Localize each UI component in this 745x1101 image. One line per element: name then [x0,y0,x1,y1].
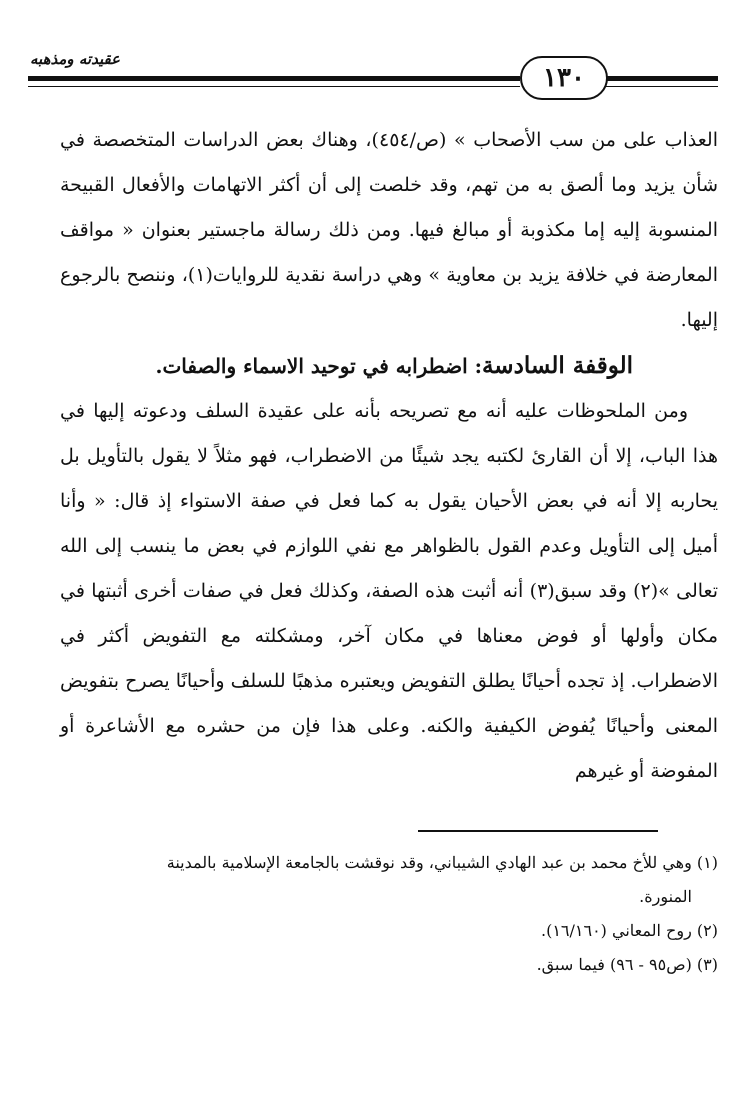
footnote-3: (٣) (ص٩٥ - ٩٦) فيما سبق. [536,955,718,974]
footnote-separator [418,830,658,832]
footnote-2: (٢) روح المعاني (١٦/١٦٠). [540,921,718,940]
running-header-title: عقيدته ومذهبه [30,50,121,68]
section-heading-main: الوقفة السادسة [481,352,633,379]
page-number: ١٣٠ [520,56,608,100]
header-rule-thin-right [604,86,718,87]
paragraph-2: ومن الملحوظات عليه أنه مع تصريحه بأنه على عقيدة السلف ودعوته إليها في هذا الباب، إلا أن القارئ لكتبه يجد شيئًا من الاضطراب، فهو مثلاً لا يقول بالتأويل بل يحاربه إلا أنه في بعض الأحيان يقول به كما فعل في صفة الاستواء إذ قال: « وأنا أميل إلى التأويل وعدم القول بالظواهر مع نفي اللوازم في بعض ما ينسب إلى الله تعالى »(٢) وقد سبق(٣) أنه أثبت هذه الصفة، وكذلك فعل في صفات أخرى أثبتها في مكان وأولها أو فوض معناها في مكان آخر، ومشكلته مع التفويض أكثر في الاضطراب. إذ تجده أحيانًا يطلق التفويض ويعتبره مذهبًا للسلف وأحيانًا يصرح بتفويض المعنى وأحيانًا يُفوض الكيفية والكنه. وعلى هذا فإن من حشره مع الأشاعرة أو المفوضة أو غيرهم [60,400,718,782]
header-rule-right [604,76,718,81]
section-heading-rest: : اضطرابه في توحيد الاسماء والصفات. [155,354,482,378]
header-rule-thin [28,86,520,87]
footnote-1-continued: المنورة. [639,887,692,906]
header-rule [28,76,520,81]
main-text [60,118,718,794]
section-heading [60,343,718,389]
footnotes [60,846,718,982]
footnote-1: (١) وهي للأخ محمد بن عبد الهادي الشيباني، وقد نوقشت بالجامعة الإسلامية بالمدينة [166,853,718,872]
paragraph-1: العذاب على من سب الأصحاب » (ص/٤٥٤)، وهناك بعض الدراسات المتخصصة في شأن يزيد وما ألصق به من تهم، وقد خلصت إلى أن أكثر الاتهامات والأفعال القبيحة المنسوبة إليه إما مكذوبة أو مبالغ فيها. ومن ذلك رسالة ماجستير بعنوان « مواقف المعارضة في خلافة يزيد بن معاوية » وهي دراسة نقدية للروايات(١)، وننصح بالرجوع إليها. [60,129,719,331]
